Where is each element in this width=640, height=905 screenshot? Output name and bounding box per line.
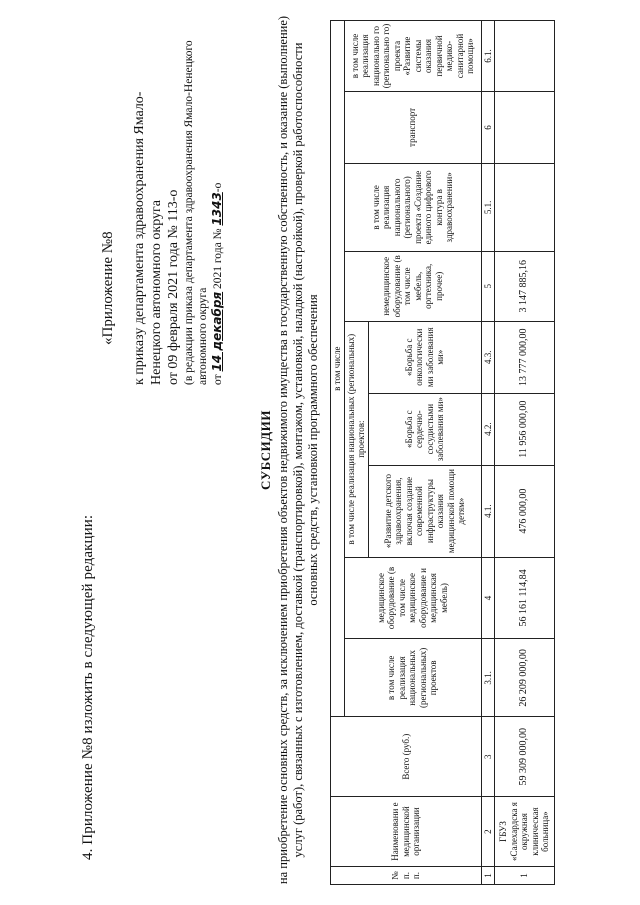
idx-cell: 4.2.: [481, 393, 495, 465]
appendix-suffix: -о: [212, 182, 224, 193]
header-4: медицинское оборудование (в том числе медицинское оборудование и медицинская мебель): [344, 557, 481, 639]
header-4-1: «Развитие детского здравоохранения, включая создание современной инфраструктуры оказания медицинской помощи детям»: [368, 465, 481, 557]
idx-cell: 3: [481, 717, 495, 797]
handwritten-number: 1343: [210, 192, 224, 226]
table-row: [495, 21, 555, 885]
idx-cell: 4.3.: [481, 321, 495, 393]
appendix-line-3: (в редакции приказа департамента здравоохранения Ямало-Ненецкого автономного округа: [183, 40, 209, 385]
idx-cell: 6: [481, 92, 495, 164]
header-including: в том числе: [331, 21, 345, 717]
idx-cell: 2: [481, 797, 495, 867]
idx-cell: 5: [481, 251, 495, 321]
header-5-1: в том числе реализация национального (регионального) проекта «Создание единого цифрового контура в здравоохранении»: [344, 163, 481, 251]
heading-text: на приобретение основных средств, за исключением приобретения объектов недвижимого имущества в государственную собственность, и оказание (выполнение) услуг (работ), связанных с изготовлением, доставкой (транспортировкой), монтажом, установкой, наладкой (настройкой), проверкой работоспособности основных средств, установкой программного обеспечения: [276, 15, 320, 885]
header-row-1: [331, 21, 345, 885]
row-c61: [495, 21, 555, 92]
idx-cell: 5.1.: [481, 163, 495, 251]
row-c4: 56 161 114,84: [495, 557, 555, 639]
header-4-3: «Борьба с онкологически ми заболевания ми»: [368, 321, 481, 393]
idx-cell: 3.1.: [481, 639, 495, 717]
appendix-mid: 2021 года №: [212, 228, 224, 289]
row-c5: 3 147 885,16: [495, 251, 555, 321]
idx-cell: 6.1.: [481, 21, 495, 92]
row-c43: 13 777 000,00: [495, 321, 555, 393]
appendix-line-1: к приказу департамента здравоохранения Ямало-Ненецкого автономного округа: [132, 91, 164, 385]
idx-cell: 1: [481, 867, 495, 885]
handwritten-date: 14 декабря: [210, 291, 224, 372]
header-6-1: в том числе реализация национально го (регионально го) проекта «Развитие системы оказания первичной медико-санитарной помощи»: [344, 21, 481, 92]
row-total: 59 309 000,00: [495, 717, 555, 797]
header-5: немедицинское оборудование (в том числе мебель, оргтехника, прочее): [344, 251, 481, 321]
appendix-prefix: от: [212, 374, 224, 385]
appendix-block: [100, 35, 225, 385]
appendix-line-2: от 09 февраля 2021 года № 113-о: [166, 189, 181, 385]
header-num: № п. п.: [331, 867, 482, 885]
index-row: [481, 21, 495, 885]
row-c6: [495, 92, 555, 164]
header-6: транспорт: [344, 92, 481, 164]
appendix-line-4: [210, 35, 225, 385]
row-org-name: ГБУЗ «Салехардска я окружная клиническая больница»: [495, 797, 555, 867]
row-c42: 11 956 000,00: [495, 393, 555, 465]
header-name: Наименовани е медицинской организации: [331, 797, 482, 867]
subsidies-table: [330, 20, 555, 885]
heading-title: СУБСИДИИ: [258, 410, 273, 490]
row-number: 1: [495, 867, 555, 885]
header-3-1: в том числе реализация национальных (региональных) проектов: [344, 639, 481, 717]
idx-cell: 4.1.: [481, 465, 495, 557]
header-4-2: «Борьба с сердечно-сосудистыми заболевания ми»: [368, 393, 481, 465]
row-c31: 26 209 000,00: [495, 639, 555, 717]
row-c51: [495, 163, 555, 251]
document-heading: [258, 15, 321, 885]
header-4-including: в том числе реализация национальных (региональных) проектов:: [344, 321, 368, 557]
appendix-title: «Приложение №8: [100, 231, 116, 345]
header-total: Всего (руб.): [331, 717, 482, 797]
row-c41: 476 000,00: [495, 465, 555, 557]
idx-cell: 4: [481, 557, 495, 639]
intro-text: 4. Приложение №8 изложить в следующей редакции:: [80, 514, 96, 860]
